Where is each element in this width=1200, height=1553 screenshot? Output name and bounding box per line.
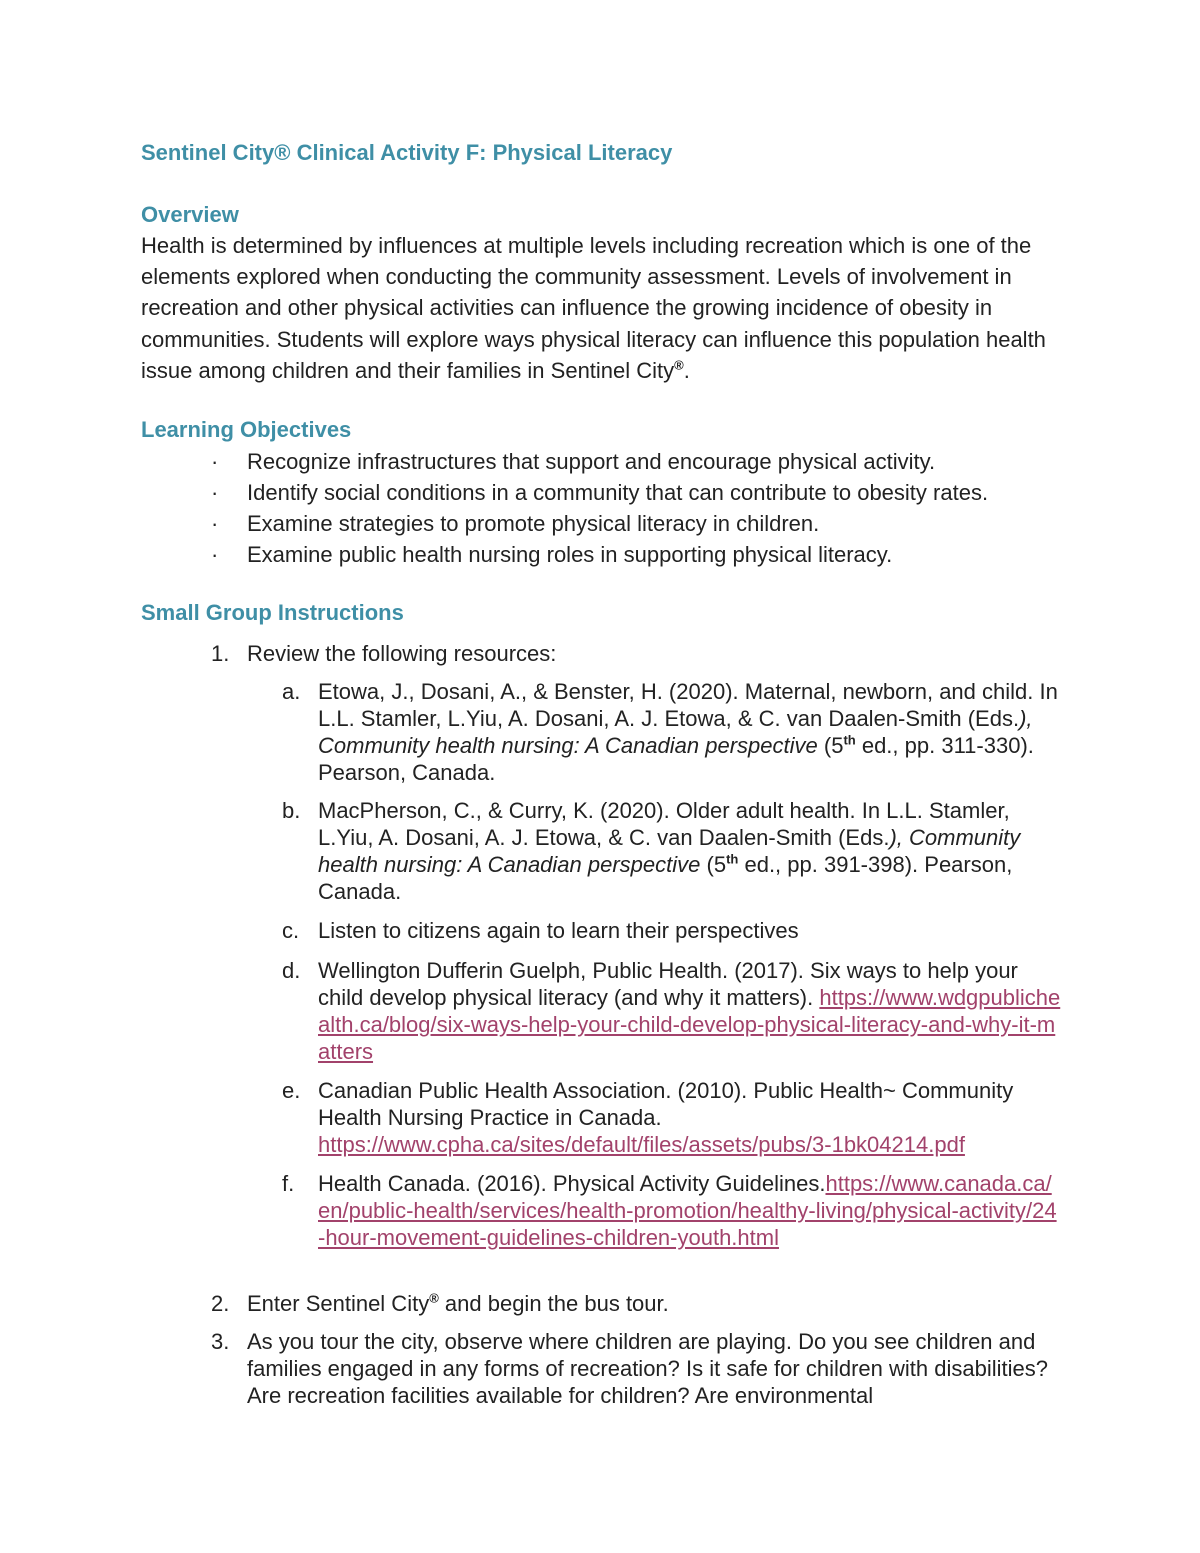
citation-text: Health Canada. (2016). Physical Activity Guidelines. (318, 1171, 826, 1196)
resource-citation (318, 1077, 1062, 1158)
resource-citation (318, 1170, 1062, 1251)
citation-text: Wellington Dufferin Guelph, Public Health. (2017). Six ways to help your child develop physical literacy (and why it matters). (318, 958, 1018, 1010)
learning-objectives-heading: Learning Objectives (141, 417, 352, 442)
resource-marker: a. (282, 679, 301, 704)
citation-text: Etowa, J., Dosani, A., & Benster, H. (2020). Maternal, newborn, and child. In L.L. Stamler, L.Yiu, A. Dosani, A. J. Etowa, & C. van Daalen-Smith (Eds. (318, 679, 1058, 731)
citation-superscript: th (726, 851, 739, 867)
resource-marker: e. (282, 1078, 301, 1103)
resource-marker: f. (282, 1171, 295, 1196)
resource-marker: c. (282, 918, 300, 943)
resource-text: Listen to citizens again to learn their perspectives (318, 918, 799, 943)
resource-link[interactable]: https://www.wdgpublichealth.ca/blog/six-ways-help-your-child-develop-physical-literacy-and-why-it-matters (318, 985, 1061, 1064)
citation-superscript: th (843, 732, 856, 748)
step-text: As you tour the city, observe where children are playing. Do you see children and families engaged in any forms of recreation? Is it safe for children with disabilities? Are recreation facilities available for children? Are environmental (247, 1329, 1048, 1408)
overview-text: Health is determined by influences at multiple levels including recreation which is one of the elements explored when conducting the community assessment. Levels of involvement in recreation and other physical activities can influence the growing incidence of obesity in communities. Students will explore ways physical literacy can influence this population health issue among children and their families in Sentinel City (141, 233, 1046, 383)
bullet-icon: · (211, 449, 219, 474)
resource-link[interactable]: https://www.canada.ca/en/public-health/services/health-promotion/healthy-living/physical-activity/24-hour-movement-guidelines-children-youth.html (318, 1171, 1057, 1250)
bullet-icon: · (211, 480, 219, 505)
objective-text: Examine public health nursing roles in supporting physical literacy. (247, 542, 893, 567)
citation-text: (5 (700, 852, 727, 877)
overview-paragraph (141, 230, 1081, 386)
citation-text: ed., pp. 391-398). Pearson, Canada. (318, 852, 1013, 904)
resource-citation (318, 957, 1062, 1065)
overview-heading: Overview (141, 202, 239, 227)
small-group-instructions-heading: Small Group Instructions (141, 600, 404, 625)
bullet-icon: · (211, 511, 219, 536)
citation-text: MacPherson, C., & Curry, K. (2020). Older adult health. In L.L. Stamler, L.Yiu, A. Dosani, A. J. Etowa, & C. van Daalen-Smith (Eds. (318, 798, 1010, 850)
resource-marker: d. (282, 958, 301, 983)
step-text-part: Enter Sentinel City (247, 1291, 430, 1316)
page-title: Sentinel City® Clinical Activity F: Physical Literacy (141, 140, 673, 165)
resource-link[interactable]: https://www.cpha.ca/sites/default/files/assets/pubs/3-1bk04214.pdf (318, 1132, 965, 1157)
bullet-icon: · (211, 542, 219, 567)
resource-citation (318, 678, 1062, 786)
citation-text: ed., pp. 311-330). Pearson, Canada. (318, 733, 1034, 785)
objective-text: Recognize infrastructures that support and encourage physical activity. (247, 449, 936, 474)
registered-mark: ® (674, 357, 684, 373)
resource-citation (318, 797, 1062, 905)
resource-marker: b. (282, 798, 301, 823)
citation-book-title: ), Community health nursing: A Canadian perspective (318, 825, 1021, 877)
objective-text: Identify social conditions in a community that can contribute to obesity rates. (247, 480, 989, 505)
objective-text: Examine strategies to promote physical literacy in children. (247, 511, 820, 536)
overview-text-end: . (683, 357, 690, 383)
step-number: 2. (211, 1291, 230, 1316)
citation-text: (5 (817, 733, 844, 758)
step-number: 1. (211, 641, 230, 666)
step-text (247, 1290, 1057, 1317)
citation-text: Canadian Public Health Association. (2010). Public Health~ Community Health Nursing Practice in Canada. (318, 1078, 1014, 1130)
step-text-part: and begin the bus tour. (438, 1291, 669, 1316)
registered-mark: ® (429, 1290, 439, 1306)
step-number: 3. (211, 1329, 230, 1354)
step-text: Review the following resources: (247, 641, 557, 666)
citation-book-title: ), Community health nursing: A Canadian perspective (318, 706, 1033, 758)
